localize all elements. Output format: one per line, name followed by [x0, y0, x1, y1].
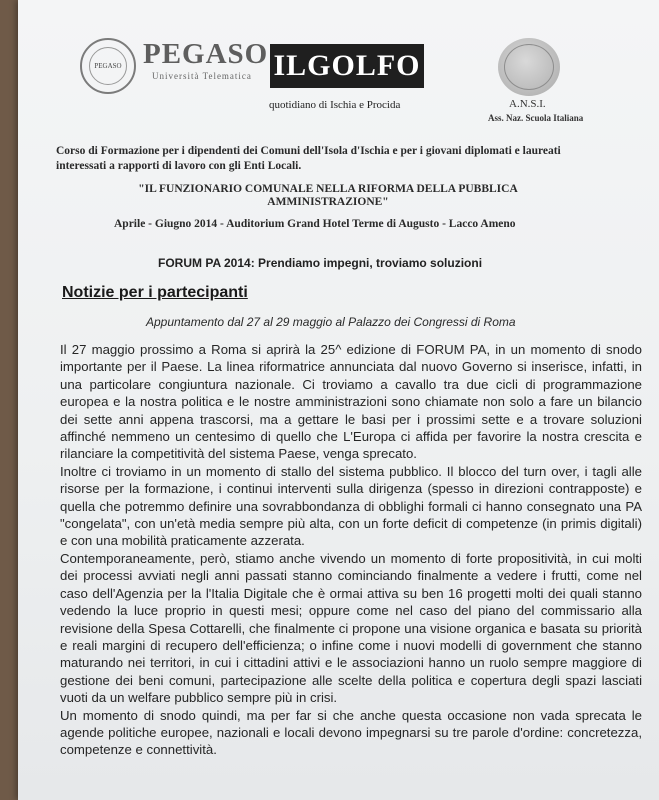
pegaso-logo-name: PEGASO — [143, 38, 269, 70]
pegaso-logo-subtitle: Università Telematica — [152, 71, 252, 81]
pegaso-seal-inner — [89, 47, 127, 85]
paragraph: Inoltre ci troviamo in un momento di stallo del sistema pubblico. Il blocco del turn over, i tagli alle risorse per la formazione, i continui interventi sulla dirigenza (spesso in direzioni contrapposte) e quella che potremmo definire una sovrabbondanza di obblighi formali ci hanno consegnato una PA "congelata", con un'età media sempre più alta, con un forte deficit di competenze (in primis digitali) e con una mobilità praticamente azzerata. — [60, 463, 642, 549]
paragraph: Il 27 maggio prossimo a Roma si aprirà la 25^ edizione di FORUM PA, in un momento di snodo importante per il Paese. La linea riformatrice annunciata dal nuovo Governo si inserisce, infatti, in una particolare congiuntura nazionale. Ci troviamo a cavallo tra due cicli di programmazione europea e la nostra politica e le nostre amministrazioni sono chiamate non solo a fare un bilancio dei sette anni appena trascorsi, ma a gettare le basi per i prossimi sette e a trovare soluzioni affinché nemmeno un centesimo di quello che L'Europa ci affida per favorire la nostra crescita e rilanciare la competitività del sistema Paese, venga sprecato. — [60, 342, 642, 462]
course-description: Corso di Formazione per i dipendenti dei Comuni dell'Isola d'Ischia e per i giovani diplomati e laureati interessati a rapporti di lavoro con gli Enti Locali. — [56, 145, 561, 172]
ansi-full-name: Ass. Naz. Scuola Italiana — [488, 113, 584, 123]
paragraph: Un momento di snodo quindi, ma per far si che anche questa occasione non vada sprecata le agende politiche europee, nazionali e locali devono impegnarsi su tre parole d'ordine: concretezza, competenze e connettività. — [60, 707, 642, 758]
pegaso-fine-print — [152, 82, 270, 92]
paragraph: Contemporaneamente, però, stiamo anche vivendo un momento di forte propositività, in cui molti dei processi avviati negli anni passati stanno cominciando finalmente a vedere i frutti, come nel caso dell'Agenzia per la l'Italia Digitale che è ormai attiva su ben 16 progetti molti dei quali stanno vedendo la luce proprio in questi mesi; oppure come nel caso del piano del commissario alla revisione della Spesa Cottarelli, che finalmente ci propone una visione organica e basata su priorità e reali margini di recupero dell'efficienza; o infine come i nuovi modelli di government che stanno maturando nei territori, in cui i cittadini attivi e le associazioni hanno un ruolo sempre maggiore di gestione dei beni comuni, partecipazione alle scelte della politica e copertura degli spazi lasciati vuoti da un welfare pubblico sempre più in crisi. — [60, 550, 642, 706]
course-dates-venue: Aprile - Giugno 2014 - Auditorium Grand Hotel Terme di Augusto - Lacco Ameno — [114, 218, 516, 230]
appointment-line: Appuntamento dal 27 al 29 maggio al Palazzo dei Congressi di Roma — [146, 315, 516, 329]
article-body — [60, 341, 642, 759]
ansi-seal-logo — [498, 38, 560, 96]
forum-heading: FORUM PA 2014: Prendiamo impegni, troviamo soluzioni — [158, 256, 483, 270]
document-page — [18, 0, 659, 800]
ansi-seal-ring — [504, 44, 554, 90]
pegaso-seal-logo — [80, 38, 136, 94]
section-title: Notizie per i partecipanti — [62, 284, 248, 301]
newspaper-tagline: quotidiano di Ischia e Procida — [269, 99, 401, 111]
ansi-name: A.N.S.I. — [509, 98, 546, 110]
pegaso-seal-text: PEGASO — [94, 62, 122, 70]
course-title: "IL FUNZIONARIO COMUNALE NELLA RIFORMA DELLA PUBBLICA AMMINISTRAZIONE" — [138, 183, 518, 208]
il-golfo-logo: ILGOLFO — [270, 44, 424, 88]
